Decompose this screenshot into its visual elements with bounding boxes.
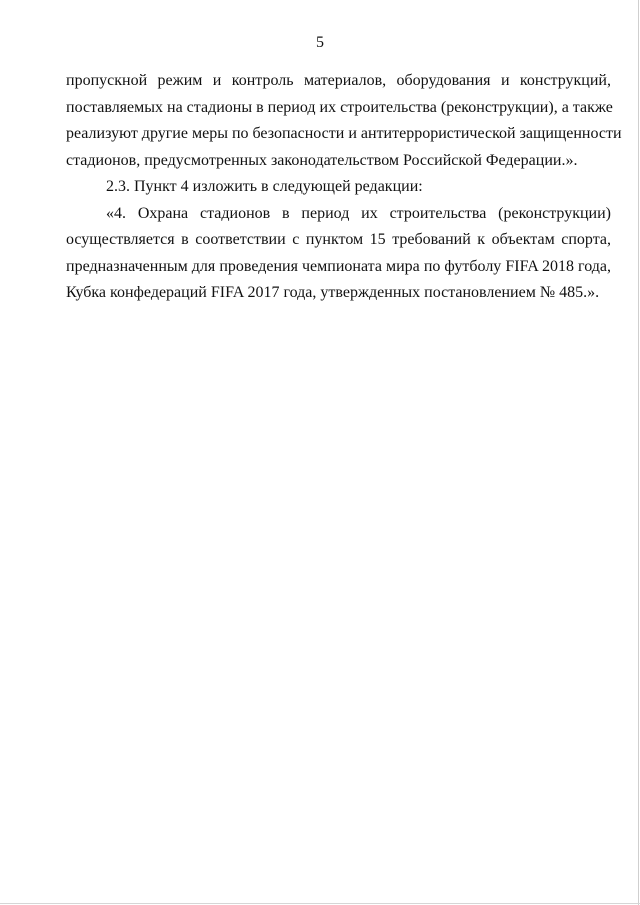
body-text xyxy=(66,68,622,307)
paragraph-heading: 2.3. Пункт 4 изложить в следующей редакции: xyxy=(106,178,423,195)
page-number: 5 xyxy=(316,34,324,51)
text-line: пропускной режим и контроль материалов, оборудования и конструкций, xyxy=(66,72,611,89)
text-line: реализуют другие меры по безопасности и антитеррористической защищенности xyxy=(66,125,622,142)
text-line: Кубка конфедераций FIFA 2017 года, утвержденных постановлением № 485.». xyxy=(66,284,600,301)
text-line: предназначенным для проведения чемпионата мира по футболу FIFA 2018 года, xyxy=(66,257,611,275)
page-edge-bottom xyxy=(0,903,640,904)
text-line: поставляемых на стадионы в период их строительства (реконструкции), а также xyxy=(66,98,613,116)
text-line: «4. Охрана стадионов в период их строительства (реконструкции) xyxy=(106,204,611,222)
page-edge-right xyxy=(638,0,639,905)
text-line: осуществляется в соответствии с пунктом 15 требований к объектам спорта, xyxy=(66,231,611,248)
text-line: стадионов, предусмотренных законодательством Российской Федерации.». xyxy=(66,151,578,169)
